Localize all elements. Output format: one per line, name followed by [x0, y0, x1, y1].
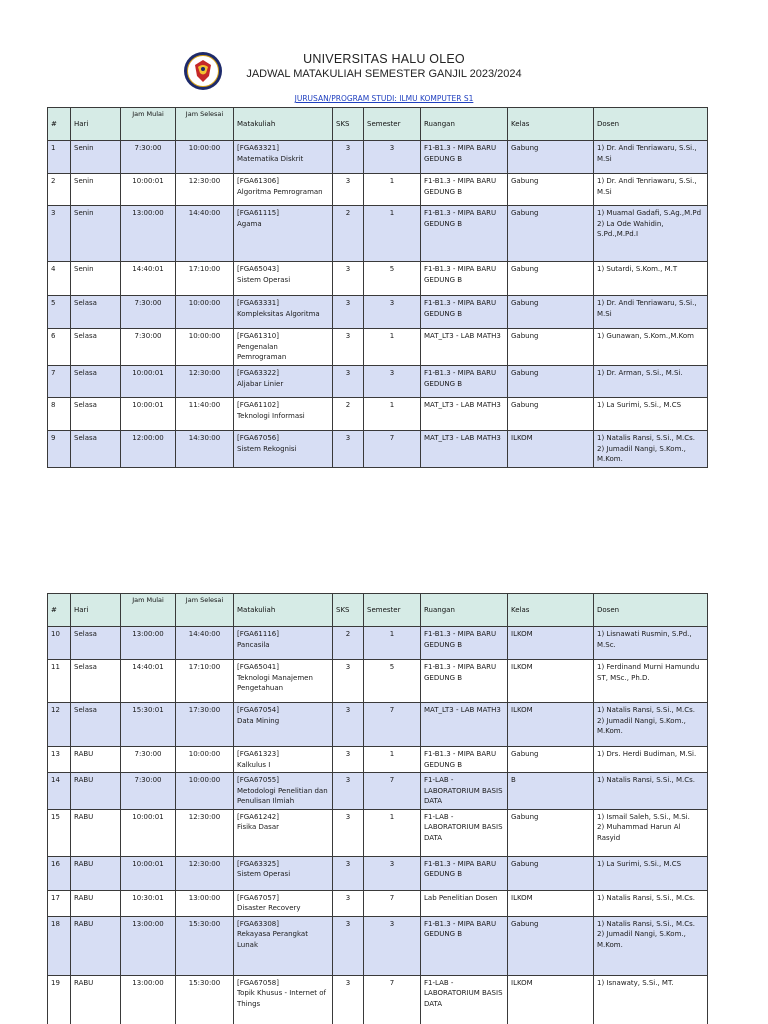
course-name: Pancasila: [237, 640, 270, 649]
row-semester: 7: [364, 975, 421, 1024]
row-no: 18: [48, 916, 71, 975]
row-start-time: 14:40:01: [121, 262, 176, 296]
row-semester: 3: [364, 856, 421, 890]
row-class: Gabung: [508, 329, 594, 366]
row-class: Gabung: [508, 141, 594, 174]
row-lecturer: [594, 431, 708, 468]
lecturer-line: 2) Muhammad Harun Al Rasyid: [597, 823, 681, 842]
row-room: F1-B1.3 - MIPA BARU GEDUNG B: [421, 747, 508, 773]
row-course: [234, 627, 333, 660]
lecturer-line: 1) Gunawan, S.Kom.,M.Kom: [597, 332, 694, 340]
row-day: RABU: [71, 747, 121, 773]
row-semester: 3: [364, 296, 421, 329]
course-code: [FGA67056]: [237, 434, 279, 442]
row-semester: 1: [364, 329, 421, 366]
row-lecturer: [594, 329, 708, 366]
row-start-time: 7:30:00: [121, 747, 176, 773]
course-name: Rekayasa Perangkat Lunak: [237, 930, 308, 949]
row-class: ILKOM: [508, 660, 594, 703]
row-sks: 2: [333, 627, 364, 660]
lecturer-line: 1) Isnawaty, S.Si., MT.: [597, 978, 674, 987]
table-row: [48, 329, 708, 366]
row-lecturer: [594, 890, 708, 916]
row-end-time: 17:10:00: [176, 660, 234, 703]
row-room: F1-B1.3 - MIPA BARU GEDUNG B: [421, 141, 508, 174]
row-lecturer: [594, 773, 708, 810]
course-code: [FGA63325]: [237, 859, 279, 868]
lecturer-line: 1) Drs. Herdi Budiman, M.Si.: [597, 750, 697, 758]
lecturer-line: 1) Dr. Andi Tenriawaru, S.Si., M.Si: [597, 299, 697, 318]
row-room: F1-B1.3 - MIPA BARU GEDUNG B: [421, 262, 508, 296]
lecturer-line: 1) Natalis Ransi, S.Si., M.Cs.: [597, 706, 695, 714]
row-start-time: 10:00:01: [121, 856, 176, 890]
row-day: Selasa: [71, 398, 121, 431]
row-sks: 3: [333, 366, 364, 398]
row-end-time: 14:40:00: [176, 627, 234, 660]
course-code: [FGA67057]: [237, 893, 279, 902]
lecturer-line: 1) Dr. Andi Tenriawaru, S.Si., M.Si: [597, 144, 697, 163]
col-sks: SKS: [333, 108, 364, 141]
row-start-time: 10:30:01: [121, 890, 176, 916]
col-course: Matakuliah: [234, 108, 333, 141]
lecturer-line: 2) Jumadil Nangi, S.Kom., M.Kom.: [597, 716, 686, 735]
row-no: 8: [48, 398, 71, 431]
table-row: [48, 627, 708, 660]
row-start-time: 7:30:00: [121, 296, 176, 329]
row-room: MAT_LT3 - LAB MATH3: [421, 703, 508, 747]
row-sks: 3: [333, 916, 364, 975]
row-sks: 3: [333, 890, 364, 916]
row-day: RABU: [71, 773, 121, 810]
table-row: [48, 747, 708, 773]
table-row: [48, 398, 708, 431]
table-row: [48, 262, 708, 296]
course-code: [FGA65043]: [237, 265, 279, 273]
row-lecturer: [594, 627, 708, 660]
col-lecturer: Dosen: [594, 594, 708, 627]
table-row: [48, 660, 708, 703]
row-sks: 3: [333, 773, 364, 810]
course-code: [FGA61242]: [237, 812, 279, 821]
program-link[interactable]: JURUSAN/PROGRAM STUDI: ILMU KOMPUTER S1: [294, 94, 474, 103]
course-code: [FGA61115]: [237, 209, 279, 217]
row-end-time: 15:30:00: [176, 975, 234, 1024]
row-course: [234, 975, 333, 1024]
row-sks: 3: [333, 703, 364, 747]
row-class: Gabung: [508, 398, 594, 431]
row-room: MAT_LT3 - LAB MATH3: [421, 398, 508, 431]
row-sks: 3: [333, 329, 364, 366]
lecturer-line: 1) Dr. Andi Tenriawaru, S.Si., M.Si: [597, 177, 697, 196]
row-no: 14: [48, 773, 71, 810]
row-end-time: 10:00:00: [176, 329, 234, 366]
row-course: [234, 431, 333, 468]
course-code: [FGA63331]: [237, 299, 279, 307]
row-room: F1-B1.3 - MIPA BARU GEDUNG B: [421, 627, 508, 660]
row-class: ILKOM: [508, 431, 594, 468]
row-start-time: 7:30:00: [121, 773, 176, 810]
row-room: F1-LAB - LABORATORIUM BASIS DATA: [421, 975, 508, 1024]
row-no: 1: [48, 141, 71, 174]
course-code: [FGA61102]: [237, 401, 279, 409]
row-start-time: 12:00:00: [121, 431, 176, 468]
row-room: MAT_LT3 - LAB MATH3: [421, 431, 508, 468]
row-no: 13: [48, 747, 71, 773]
course-name: Data Mining: [237, 716, 280, 725]
row-day: RABU: [71, 975, 121, 1024]
lecturer-line: 1) Ismail Saleh, S.Si., M.Si.: [597, 812, 690, 821]
row-lecturer: [594, 296, 708, 329]
col-room: Ruangan: [421, 108, 508, 141]
row-end-time: 12:30:00: [176, 809, 234, 856]
row-start-time: 13:00:00: [121, 916, 176, 975]
table-row: [48, 809, 708, 856]
row-day: Senin: [71, 174, 121, 206]
row-room: F1-LAB - LABORATORIUM BASIS DATA: [421, 809, 508, 856]
row-course: [234, 262, 333, 296]
row-semester: 1: [364, 809, 421, 856]
col-semester: Semester: [364, 594, 421, 627]
schedule-table-1: [47, 107, 708, 468]
lecturer-line: 1) Sutardi, S.Kom., M.T: [597, 265, 678, 273]
row-class: ILKOM: [508, 975, 594, 1024]
row-room: F1-B1.3 - MIPA BARU GEDUNG B: [421, 296, 508, 329]
course-code: [FGA63308]: [237, 919, 279, 928]
row-day: RABU: [71, 890, 121, 916]
table-row: [48, 703, 708, 747]
row-end-time: 15:30:00: [176, 916, 234, 975]
row-sks: 3: [333, 174, 364, 206]
row-start-time: 7:30:00: [121, 329, 176, 366]
row-semester: 1: [364, 747, 421, 773]
col-room: Ruangan: [421, 594, 508, 627]
row-day: Selasa: [71, 366, 121, 398]
row-sks: 3: [333, 296, 364, 329]
schedule-title: JADWAL MATAKULIAH SEMESTER GANJIL 2023/2024: [246, 68, 522, 80]
lecturer-line: 2) Jumadil Nangi, S.Kom., M.Kom.: [597, 930, 686, 949]
course-code: [FGA67054]: [237, 706, 279, 714]
col-lecturer: Dosen: [594, 108, 708, 141]
row-class: ILKOM: [508, 627, 594, 660]
row-day: RABU: [71, 809, 121, 856]
table-row: [48, 366, 708, 398]
row-lecturer: [594, 262, 708, 296]
row-sks: 3: [333, 262, 364, 296]
course-code: [FGA61116]: [237, 630, 279, 638]
row-end-time: 14:30:00: [176, 431, 234, 468]
table-row: [48, 141, 708, 174]
row-course: [234, 660, 333, 703]
row-room: F1-B1.3 - MIPA BARU GEDUNG B: [421, 366, 508, 398]
course-name: Kompleksitas Algoritma: [237, 309, 320, 318]
row-course: [234, 141, 333, 174]
row-sks: 2: [333, 206, 364, 262]
lecturer-line: 2) La Ode Wahidin, S.Pd.,M.Pd.I: [597, 219, 664, 238]
row-room: MAT_LT3 - LAB MATH3: [421, 329, 508, 366]
row-end-time: 14:40:00: [176, 206, 234, 262]
row-start-time: 10:00:01: [121, 174, 176, 206]
row-end-time: 10:00:00: [176, 296, 234, 329]
col-semester: Semester: [364, 108, 421, 141]
row-class: Gabung: [508, 747, 594, 773]
row-course: [234, 296, 333, 329]
row-sks: 3: [333, 660, 364, 703]
lecturer-line: 1) La Surimi, S.Si., M.CS: [597, 859, 682, 868]
row-sks: 3: [333, 856, 364, 890]
course-name: Algoritma Pemrograman: [237, 187, 323, 196]
row-lecturer: [594, 809, 708, 856]
row-semester: 1: [364, 206, 421, 262]
row-start-time: 13:00:00: [121, 206, 176, 262]
row-day: Selasa: [71, 703, 121, 747]
row-no: 6: [48, 329, 71, 366]
course-code: [FGA61306]: [237, 177, 279, 185]
row-no: 7: [48, 366, 71, 398]
row-room: Lab Penelitian Dosen: [421, 890, 508, 916]
row-end-time: 12:30:00: [176, 174, 234, 206]
row-end-time: 13:00:00: [176, 890, 234, 916]
table-row: [48, 296, 708, 329]
table-row: [48, 773, 708, 810]
row-room: F1-B1.3 - MIPA BARU GEDUNG B: [421, 174, 508, 206]
row-course: [234, 856, 333, 890]
row-start-time: 7:30:00: [121, 141, 176, 174]
row-day: Selasa: [71, 431, 121, 468]
col-start: Jam Mulai: [121, 108, 176, 141]
course-name: Sistem Rekognisi: [237, 444, 297, 453]
row-class: Gabung: [508, 262, 594, 296]
row-room: F1-B1.3 - MIPA BARU GEDUNG B: [421, 856, 508, 890]
row-no: 2: [48, 174, 71, 206]
row-class: B: [508, 773, 594, 810]
row-course: [234, 916, 333, 975]
col-end: Jam Selesai: [176, 594, 234, 627]
row-lecturer: [594, 747, 708, 773]
row-class: Gabung: [508, 296, 594, 329]
row-lecturer: [594, 174, 708, 206]
row-class: Gabung: [508, 916, 594, 975]
lecturer-line: 1) Natalis Ransi, S.Si., M.Cs.: [597, 434, 695, 442]
row-room: F1-B1.3 - MIPA BARU GEDUNG B: [421, 660, 508, 703]
row-semester: 5: [364, 660, 421, 703]
row-room: F1-B1.3 - MIPA BARU GEDUNG B: [421, 206, 508, 262]
table-row: [48, 174, 708, 206]
row-semester: 5: [364, 262, 421, 296]
table-row: [48, 890, 708, 916]
row-semester: 1: [364, 627, 421, 660]
col-no: #: [48, 108, 71, 141]
course-name: Aljabar Linier: [237, 379, 284, 388]
course-name: Kalkulus I: [237, 760, 271, 769]
row-sks: 3: [333, 975, 364, 1024]
row-start-time: 13:00:00: [121, 975, 176, 1024]
course-name: Matematika Diskrit: [237, 154, 304, 163]
row-no: 17: [48, 890, 71, 916]
row-start-time: 10:00:01: [121, 366, 176, 398]
col-day: Hari: [71, 594, 121, 627]
course-name: Sistem Operasi: [237, 275, 291, 284]
row-semester: 7: [364, 431, 421, 468]
row-lecturer: [594, 141, 708, 174]
row-semester: 7: [364, 703, 421, 747]
lecturer-line: 1) Ferdinand Murni Hamundu ST, MSc., Ph.D.: [597, 663, 700, 682]
row-course: [234, 329, 333, 366]
lecturer-line: 2) Jumadil Nangi, S.Kom., M.Kom.: [597, 444, 686, 463]
row-day: Selasa: [71, 627, 121, 660]
row-room: F1-LAB - LABORATORIUM BASIS DATA: [421, 773, 508, 810]
row-sks: 3: [333, 141, 364, 174]
row-course: [234, 773, 333, 810]
course-code: [FGA63321]: [237, 144, 279, 152]
row-class: ILKOM: [508, 703, 594, 747]
course-code: [FGA61310]: [237, 332, 279, 340]
row-no: 16: [48, 856, 71, 890]
row-sks: 2: [333, 398, 364, 431]
row-semester: 7: [364, 890, 421, 916]
row-end-time: 10:00:00: [176, 773, 234, 810]
row-class: Gabung: [508, 206, 594, 262]
row-start-time: 13:00:00: [121, 627, 176, 660]
row-start-time: 10:00:01: [121, 809, 176, 856]
table-row: [48, 975, 708, 1024]
row-class: Gabung: [508, 856, 594, 890]
row-start-time: 14:40:01: [121, 660, 176, 703]
row-lecturer: [594, 660, 708, 703]
lecturer-line: 1) Lisnawati Rusmin, S.Pd., M.Sc.: [597, 630, 692, 649]
row-semester: 3: [364, 141, 421, 174]
lecturer-line: 1) Natalis Ransi, S.Si., M.Cs.: [597, 893, 695, 902]
row-day: Senin: [71, 262, 121, 296]
row-class: Gabung: [508, 809, 594, 856]
course-code: [FGA67055]: [237, 776, 279, 784]
table-row: [48, 856, 708, 890]
row-no: 10: [48, 627, 71, 660]
course-name: Disaster Recovery: [237, 904, 301, 912]
row-end-time: 12:30:00: [176, 366, 234, 398]
table-row: [48, 206, 708, 262]
row-no: 4: [48, 262, 71, 296]
col-class: Kelas: [508, 594, 594, 627]
row-lecturer: [594, 366, 708, 398]
table-row: [48, 431, 708, 468]
row-course: [234, 398, 333, 431]
schedule-table-2: [47, 593, 708, 1024]
row-day: Selasa: [71, 660, 121, 703]
row-semester: 1: [364, 174, 421, 206]
col-course: Matakuliah: [234, 594, 333, 627]
course-name: Sistem Operasi: [237, 870, 291, 878]
row-end-time: 10:00:00: [176, 747, 234, 773]
col-end: Jam Selesai: [176, 108, 234, 141]
row-day: Senin: [71, 206, 121, 262]
lecturer-line: 1) Muamal Gadafi, S.Ag.,M.Pd: [597, 209, 702, 217]
row-sks: 3: [333, 431, 364, 468]
row-semester: 1: [364, 398, 421, 431]
row-end-time: 11:40:00: [176, 398, 234, 431]
row-day: Selasa: [71, 329, 121, 366]
col-start: Jam Mulai: [121, 594, 176, 627]
row-no: 12: [48, 703, 71, 747]
course-name: Topik Khusus - Internet of Things: [237, 989, 326, 1008]
university-name: UNIVERSITAS HALU OLEO: [303, 52, 465, 66]
row-no: 19: [48, 975, 71, 1024]
row-course: [234, 890, 333, 916]
table-header-row: [48, 594, 708, 627]
row-no: 9: [48, 431, 71, 468]
row-end-time: 12:30:00: [176, 856, 234, 890]
row-semester: 3: [364, 916, 421, 975]
row-end-time: 10:00:00: [176, 141, 234, 174]
row-start-time: 15:30:01: [121, 703, 176, 747]
course-code: [FGA61323]: [237, 750, 279, 758]
lecturer-line: 1) Natalis Ransi, S.Si., M.Cs.: [597, 776, 695, 784]
table-header-row: [48, 108, 708, 141]
row-course: [234, 747, 333, 773]
row-lecturer: [594, 856, 708, 890]
row-day: RABU: [71, 916, 121, 975]
course-name: Metodologi Penelitian dan Penulisan Ilmiah: [237, 786, 328, 805]
lecturer-line: 1) Natalis Ransi, S.Si., M.Cs.: [597, 919, 695, 928]
row-course: [234, 809, 333, 856]
row-lecturer: [594, 703, 708, 747]
row-no: 15: [48, 809, 71, 856]
row-semester: 3: [364, 366, 421, 398]
row-no: 5: [48, 296, 71, 329]
row-class: Gabung: [508, 366, 594, 398]
row-day: RABU: [71, 856, 121, 890]
col-day: Hari: [71, 108, 121, 141]
course-name: Teknologi Manajemen Pengetahuan: [237, 673, 313, 692]
row-class: ILKOM: [508, 890, 594, 916]
row-course: [234, 206, 333, 262]
row-no: 3: [48, 206, 71, 262]
course-code: [FGA63322]: [237, 369, 279, 377]
row-course: [234, 703, 333, 747]
course-name: Teknologi Informasi: [237, 411, 305, 420]
col-class: Kelas: [508, 108, 594, 141]
row-day: Senin: [71, 141, 121, 174]
col-no: #: [48, 594, 71, 627]
course-name: Agama: [237, 219, 262, 228]
course-code: [FGA67058]: [237, 978, 279, 987]
row-end-time: 17:10:00: [176, 262, 234, 296]
row-sks: 3: [333, 809, 364, 856]
course-name: Fisika Dasar: [237, 823, 279, 831]
lecturer-line: 1) Dr. Arman, S.Si., M.Si.: [597, 369, 683, 377]
lecturer-line: 1) La Surimi, S.Si., M.CS: [597, 401, 682, 409]
row-no: 11: [48, 660, 71, 703]
row-course: [234, 174, 333, 206]
course-code: [FGA65041]: [237, 663, 279, 671]
row-end-time: 17:30:00: [176, 703, 234, 747]
row-lecturer: [594, 975, 708, 1024]
row-semester: 7: [364, 773, 421, 810]
row-start-time: 10:00:01: [121, 398, 176, 431]
row-lecturer: [594, 206, 708, 262]
row-lecturer: [594, 916, 708, 975]
col-sks: SKS: [333, 594, 364, 627]
row-day: Selasa: [71, 296, 121, 329]
course-name: Pengenalan Pemrograman: [237, 342, 287, 361]
row-lecturer: [594, 398, 708, 431]
row-course: [234, 366, 333, 398]
row-sks: 3: [333, 747, 364, 773]
table-row: [48, 916, 708, 975]
row-class: Gabung: [508, 174, 594, 206]
row-room: F1-B1.3 - MIPA BARU GEDUNG B: [421, 916, 508, 975]
